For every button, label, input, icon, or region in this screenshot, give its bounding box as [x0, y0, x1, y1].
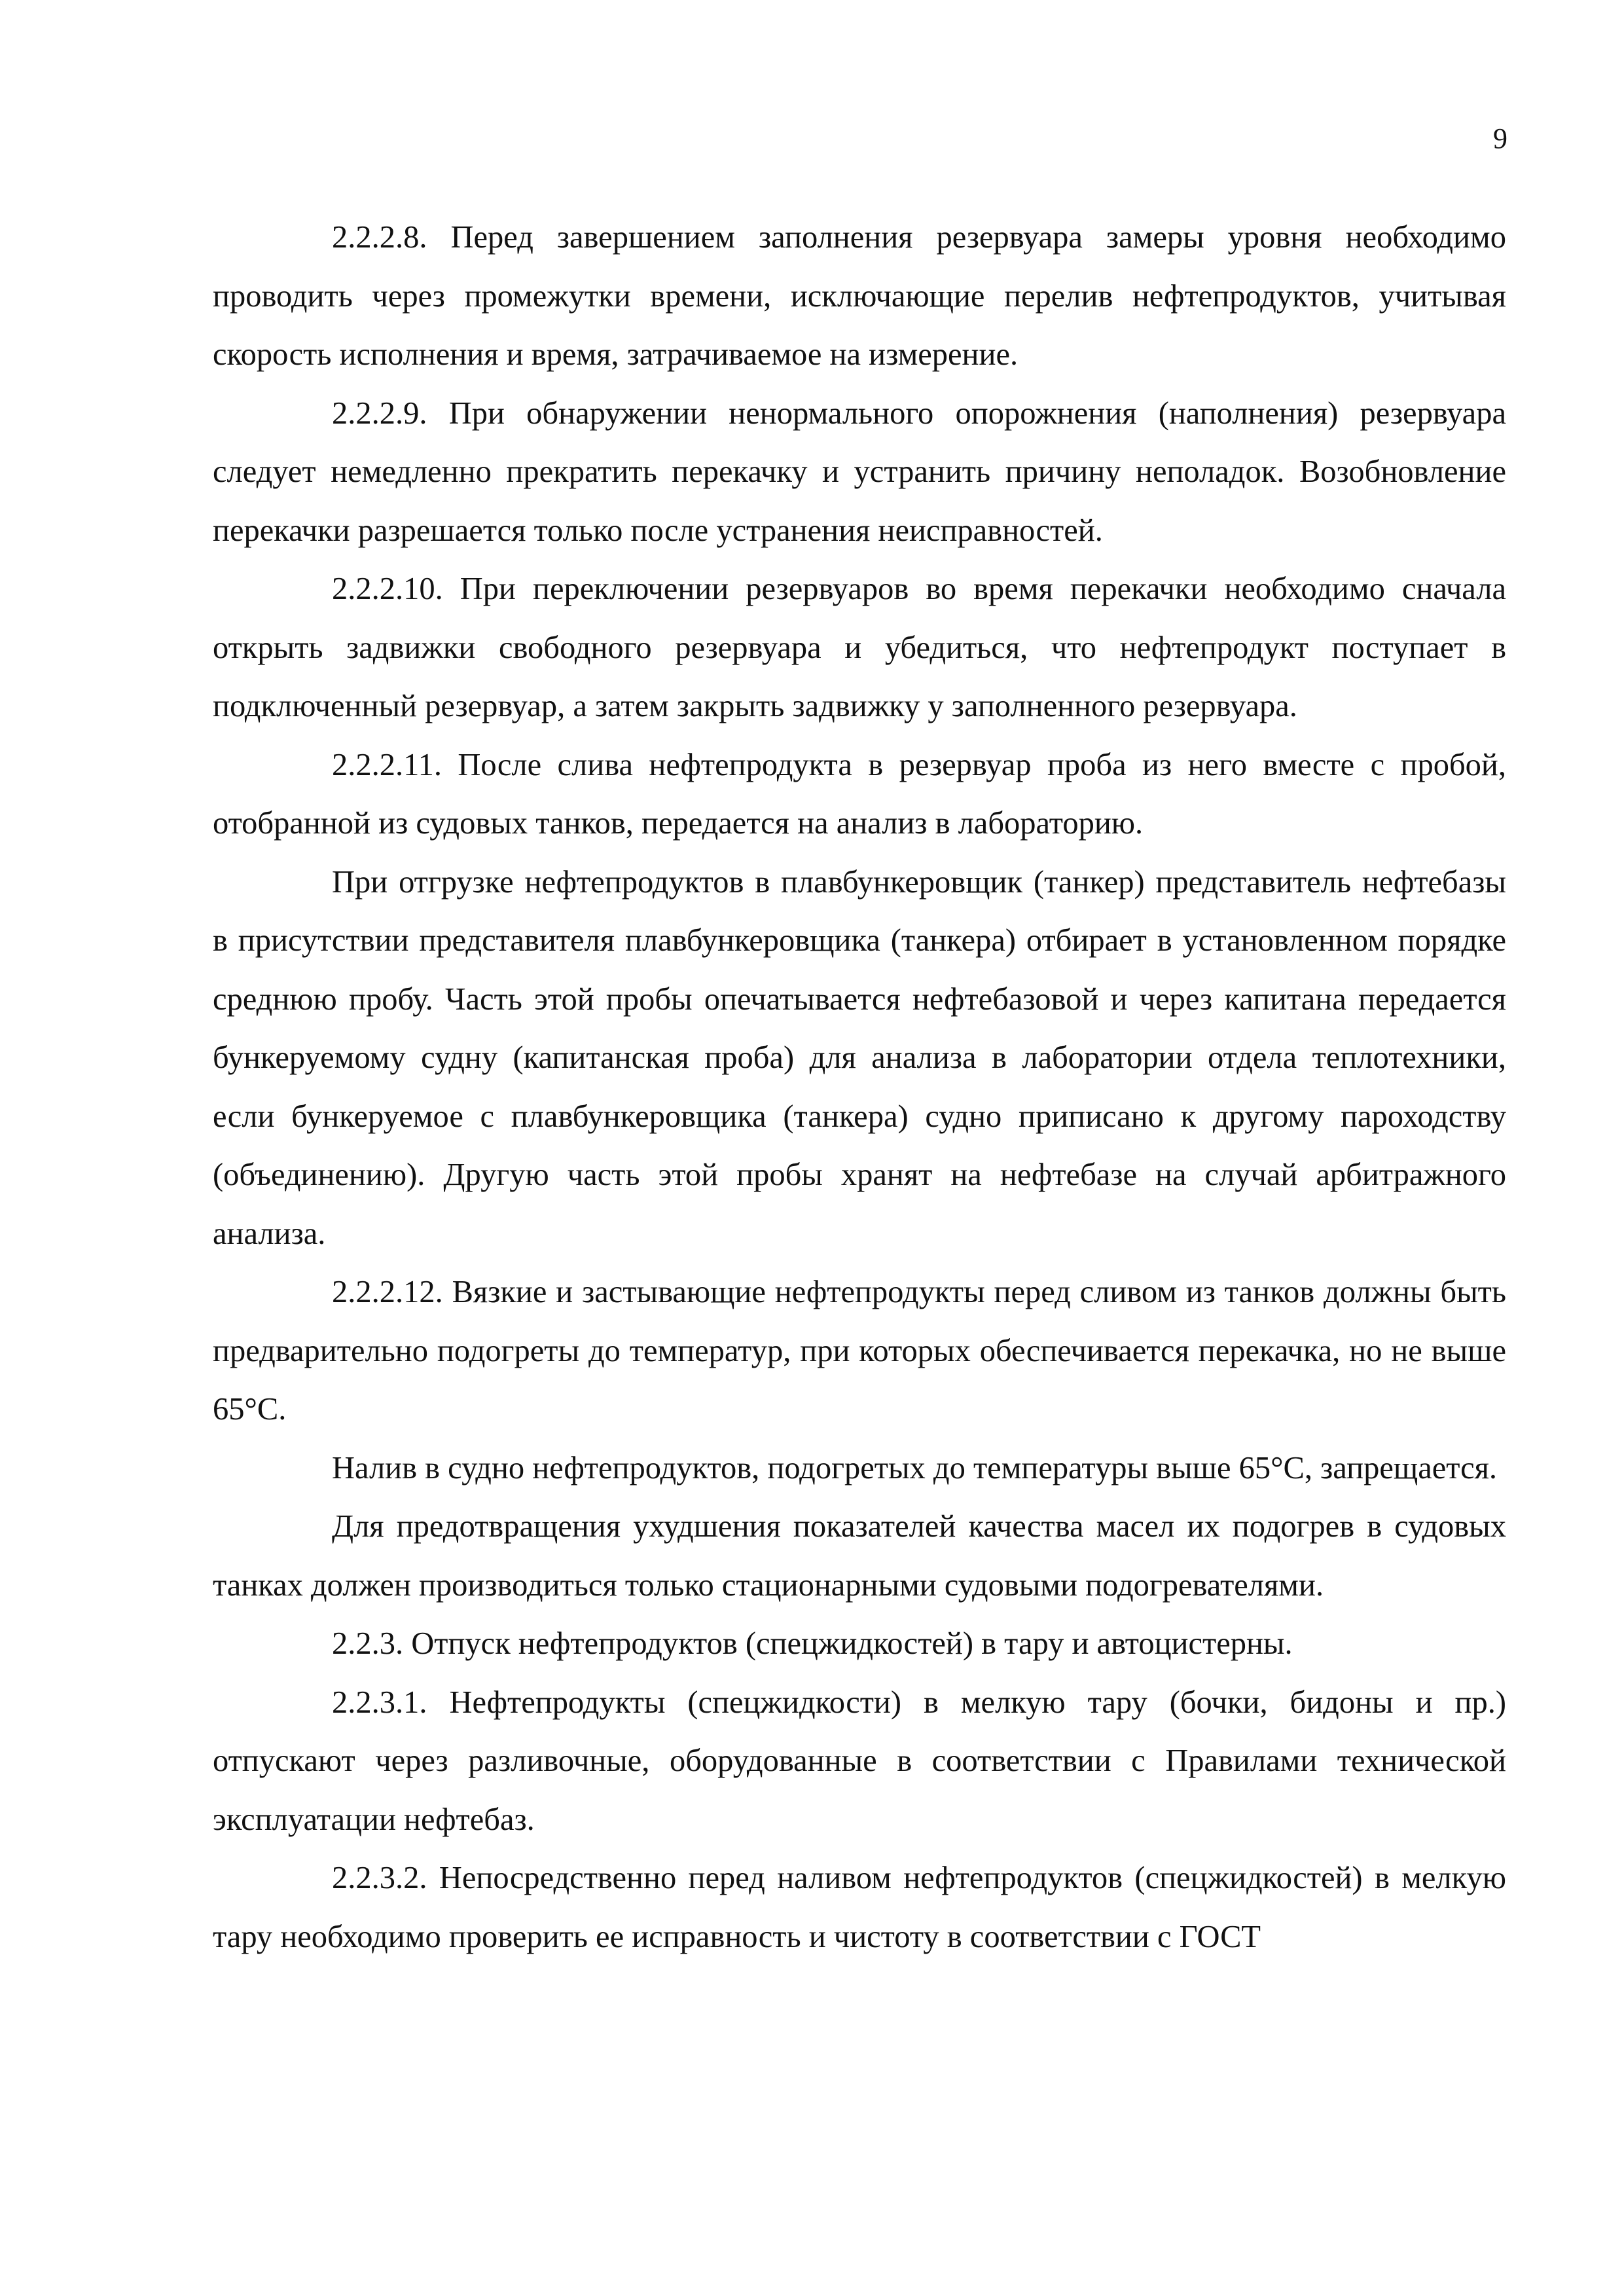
- paragraph-2-2-3-2: 2.2.3.2. Непосредственно перед наливом нефтепродуктов (спецжидкостей) в мелкую тару необходимо проверить ее исправность и чистоту в соответствии с ГОСТ: [213, 1861, 1506, 1954]
- paragraph-2-2-2-12: 2.2.2.12. Вязкие и застывающие нефтепродукты перед сливом из танков должны быть предварительно подогреты до температур, при которых обеспечивается перекачка, но не выше 65°С.: [213, 1275, 1506, 1427]
- paragraph-loading-prohibition: Налив в судно нефтепродуктов, подогретых до температуры выше 65°С, запрещается.: [332, 1450, 1498, 1485]
- paragraph-2-2-2-8: 2.2.2.8. Перед завершением заполнения резервуара замеры уровня необходимо проводить через промежутки времени, исключающие перелив нефтепродуктов, учитывая скорость исполнения и время, затрачиваемое на измерение.: [213, 220, 1506, 372]
- document-body: [213, 208, 1506, 1966]
- paragraph-oil-heating: Для предотвращения ухудшения показателей качества масел их подогрев в судовых танках должен производиться только стационарными судовыми подогревателями.: [213, 1509, 1506, 1603]
- paragraph-2-2-2-9: 2.2.2.9. При обнаружении ненормального опорожнения (наполнения) резервуара следует немедленно прекратить перекачку и устранить причину неполадок. Возобновление перекачки разрешается только после устранения неисправностей.: [213, 395, 1506, 548]
- paragraph-2-2-3-heading: 2.2.3. Отпуск нефтепродуктов (спецжидкостей) в тару и автоцистерны.: [332, 1626, 1293, 1661]
- paragraph-2-2-3-1: 2.2.3.1. Нефтепродукты (спецжидкости) в мелкую тару (бочки, бидоны и пр.) отпускают через разливочные, оборудованные в соответствии с Правилами технической эксплуатации нефтебаз.: [213, 1685, 1506, 1837]
- paragraph-2-2-2-10: 2.2.2.10. При переключении резервуаров во время перекачки необходимо сначала открыть задвижки свободного резервуара и убедиться, что нефтепродукт поступает в подключенный резервуар, а затем закрыть задвижку у заполненного резервуара.: [213, 572, 1506, 723]
- paragraph-tanker-sampling: При отгрузке нефтепродуктов в плавбункеровщик (танкер) представитель нефтебазы в присутствии представителя плавбункеровщика (танкера) отбирает в установленном порядке среднюю пробу. Часть этой пробы опечатывается нефтебазовой и через капитана передается бункеруемому судну (капитанская проба) для анализа в лаборатории отдела теплотехники, если бункеруемое с плавбункеровщика (танкера) судно приписано к другому пароходству (объединению). Другую часть этой пробы хранят на нефтебазе на случай арбитражного анализа.: [213, 864, 1506, 1251]
- paragraph-2-2-2-11: 2.2.2.11. После слива нефтепродукта в резервуар проба из него вместе с пробой, отобранной из судовых танков, передается на анализ в лабораторию.: [213, 747, 1506, 841]
- page-number: 9: [1493, 122, 1507, 155]
